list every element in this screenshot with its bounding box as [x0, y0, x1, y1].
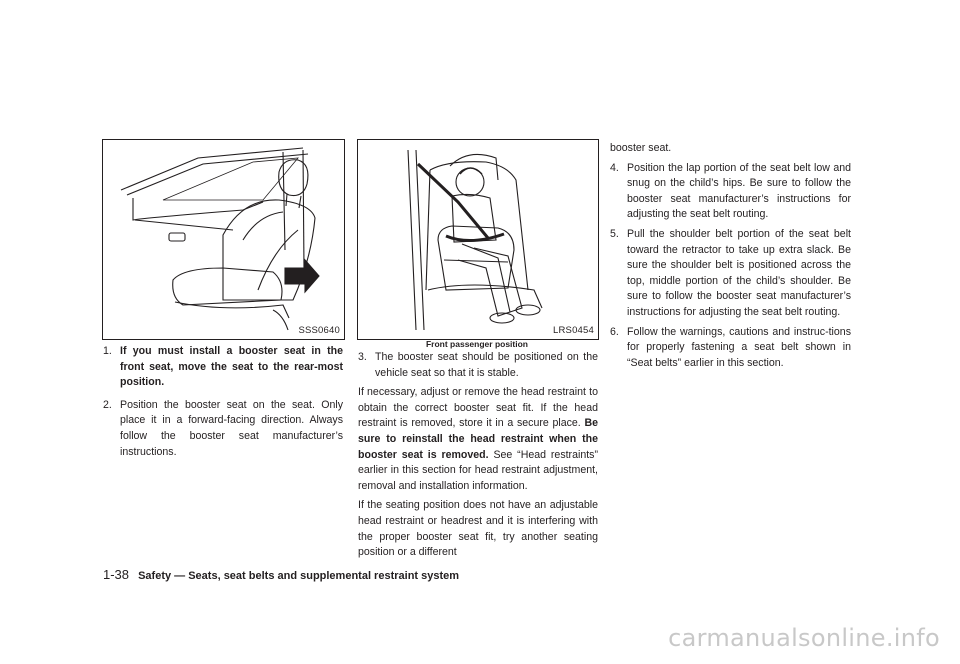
figure-code: SSS0640	[298, 325, 340, 336]
watermark: carmanualsonline.info	[668, 624, 940, 652]
step-number: 3.	[358, 351, 367, 363]
step-text: Position the lap portion of the seat belt low and snug on the child’s hips. Be sure to follow the booster seat manufacturer’s instructions for adjusting the seat belt routing.	[627, 161, 851, 221]
step-number: 5.	[610, 227, 619, 240]
paragraph-head-restraint: If necessary, adjust or remove the head restraint to obtain the correct booster seat fit. If the head restraint is removed, store it in a secure place. Be sure to reinstall the head restraint when the booster seat is removed. See “Head restraints” earlier in this section for head restraint adjustment, removal and installation information.	[358, 386, 598, 492]
column-3	[610, 141, 851, 371]
step-number: 4.	[610, 161, 619, 174]
step-3	[358, 350, 598, 381]
page-footer	[103, 567, 459, 582]
step-number: 6.	[610, 325, 619, 338]
section-title: Safety — Seats, seat belts and supplemental restraint system	[138, 570, 460, 582]
figure-seat-rear-most	[102, 139, 345, 340]
step-5	[610, 227, 851, 321]
step-6	[610, 325, 851, 372]
step-4	[610, 161, 851, 223]
step-number: 2.	[103, 398, 112, 411]
paragraph-seating-position: If the seating position does not have an adjustable head restraint or headrest and it is interfering with the proper booster seat fit, try another seating position or a different	[358, 499, 598, 559]
step-number: 1.	[103, 345, 112, 357]
column-2	[358, 350, 598, 561]
figure-booster-seat	[357, 139, 599, 340]
step-text: Pull the shoulder belt portion of the seat belt toward the retractor to take up extra slack. Be sure the shoulder belt is positioned across the top, middle portion of the child’s shoulder. Be sure to follow the booster seat manufacturer’s instructions for adjusting the seat belt routing.	[627, 227, 851, 318]
step-text: Follow the warnings, cautions and instruc-tions for properly fastening a seat belt shown in “Seat belts” earlier in this section.	[627, 325, 851, 369]
seat-illustration	[103, 140, 344, 339]
step-1	[103, 344, 343, 391]
column-1	[103, 344, 343, 460]
figure-caption: Front passenger position	[425, 339, 528, 349]
step-text: If you must install a booster seat in the front seat, move the seat to the rear-most position.	[120, 345, 343, 389]
child-booster-illustration	[358, 140, 598, 339]
continued-text: booster seat.	[610, 142, 672, 154]
page-number: 1-38	[103, 567, 130, 582]
step-text: The booster seat should be positioned on the vehicle seat so that it is stable.	[375, 351, 598, 379]
step-text: Position the booster seat on the seat. Only place it in a forward-facing direction. Always follow the booster seat manufacturer’s instructions.	[120, 398, 343, 458]
figure-code: LRS0454	[552, 325, 594, 336]
step-2	[103, 398, 343, 460]
